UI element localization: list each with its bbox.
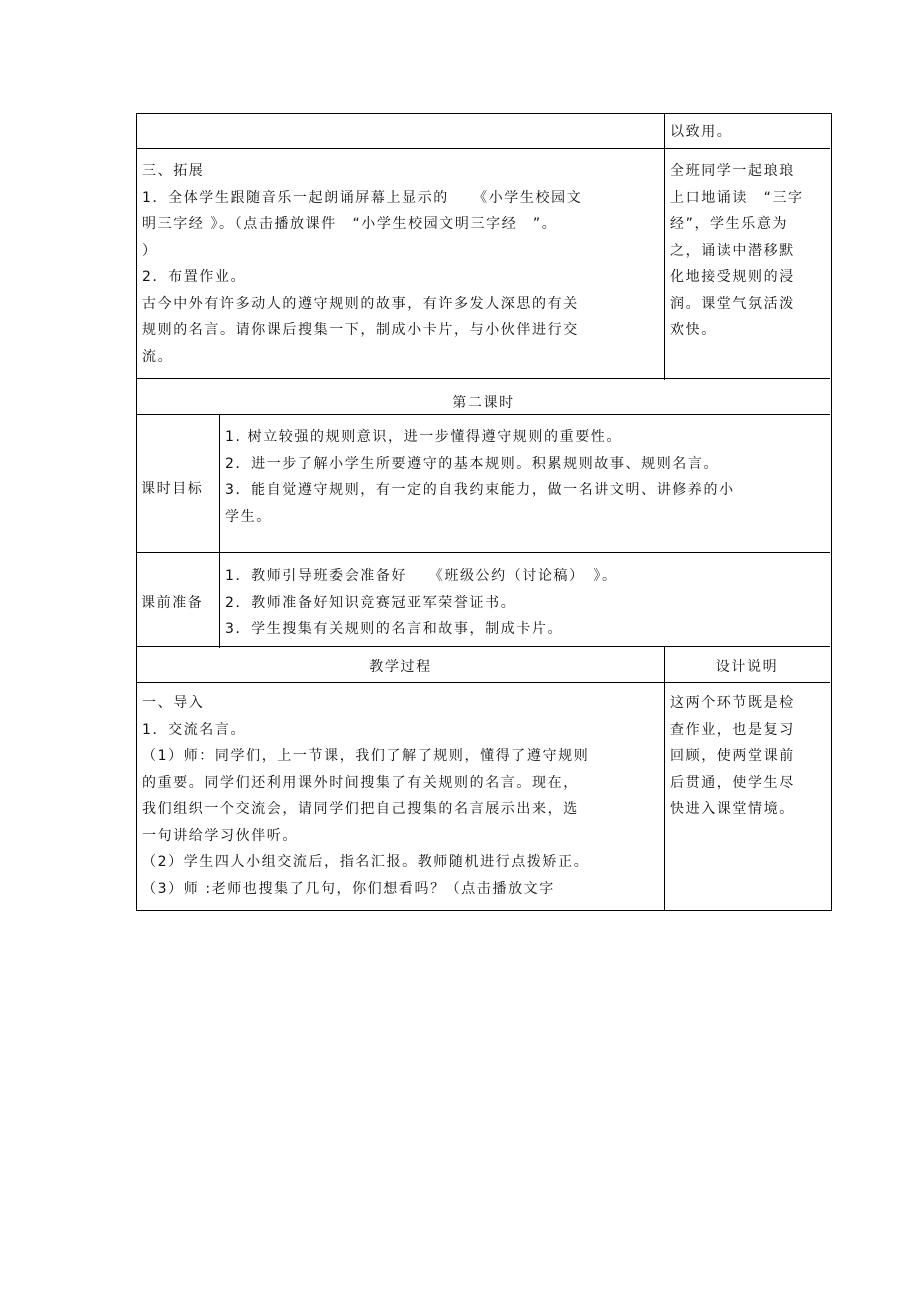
row-divider [137, 148, 830, 149]
process-header: 教学过程 [369, 659, 432, 675]
objectives-label: 课时目标 [141, 481, 204, 497]
extension-design-note: 全班同学一起琅琅 上口地诵读 “三字 经”，学生乐意为 之，诵读中潜移默 化地接受规则的浸 润。课堂气氛活泼 欢快。 [670, 163, 804, 338]
preparation-content: 1．教师引导班委会准备好 《班级公约（讨论稿） 》。 2．教师准备好知识竞赛冠亚军荣誉证书。 3．学生搜集有关规则的名言和故事，制成卡片。 [225, 568, 618, 637]
column-divider [219, 414, 220, 648]
intro-design-note: 这两个环节既是检 查作业，也是复习 回顾，使两堂课前 后贯通，使学生尽 快进入课堂情境。 [670, 695, 795, 817]
lesson-title: 第二课时 [452, 395, 515, 411]
extension-content: 三、拓展 1．全体学生跟随音乐一起朗诵屏幕上显示的 《小学生校园文 明三字经 》。（点击播放课件 “小学生校园文明三字经 ”。 ） 2．布置作业。 古今中外有许多动人的遵守规则的故事，有许多发人深思的有关 规则的名言。请你课后搜集一下，制成小卡片，与小伙伴进行交 流。 [142, 163, 583, 365]
lesson-plan-table [136, 113, 832, 911]
objectives-content: 1. 树立较强的规则意识，进一步懂得遵守规则的重要性。 2．进一步了解小学生所要遵守的基本规则。积累规则故事、规则名言。 3．能自觉遵守规则，有一定的自我约束能力，做一名讲文明、讲修养的小 学生。 [225, 429, 735, 525]
column-divider [664, 646, 665, 910]
row-divider [137, 682, 830, 683]
row-divider [137, 378, 830, 379]
row-divider [137, 646, 830, 647]
preparation-label: 课前准备 [141, 595, 204, 611]
column-divider [664, 114, 665, 380]
intro-content: 一、导入 1．交流名言。 （1）师：同学们，上一节课，我们了解了规则，懂得了遵守规则 的重要。同学们还利用课外时间搜集了有关规则的名言。现在， 我们组织一个交流会，请同学们把自己搜集的名言展示出来，选 一句讲给学习伙伴听。 （2）学生四人小组交流后，指名汇报。教师随机进行点拨矫正。 （3）师 :老师也搜集了几句，你们想看吗？（点击播放文字 [142, 695, 590, 897]
design-header: 设计说明 [715, 659, 779, 675]
continuation-note: 以致用。 [670, 124, 733, 140]
row-divider [137, 552, 830, 553]
